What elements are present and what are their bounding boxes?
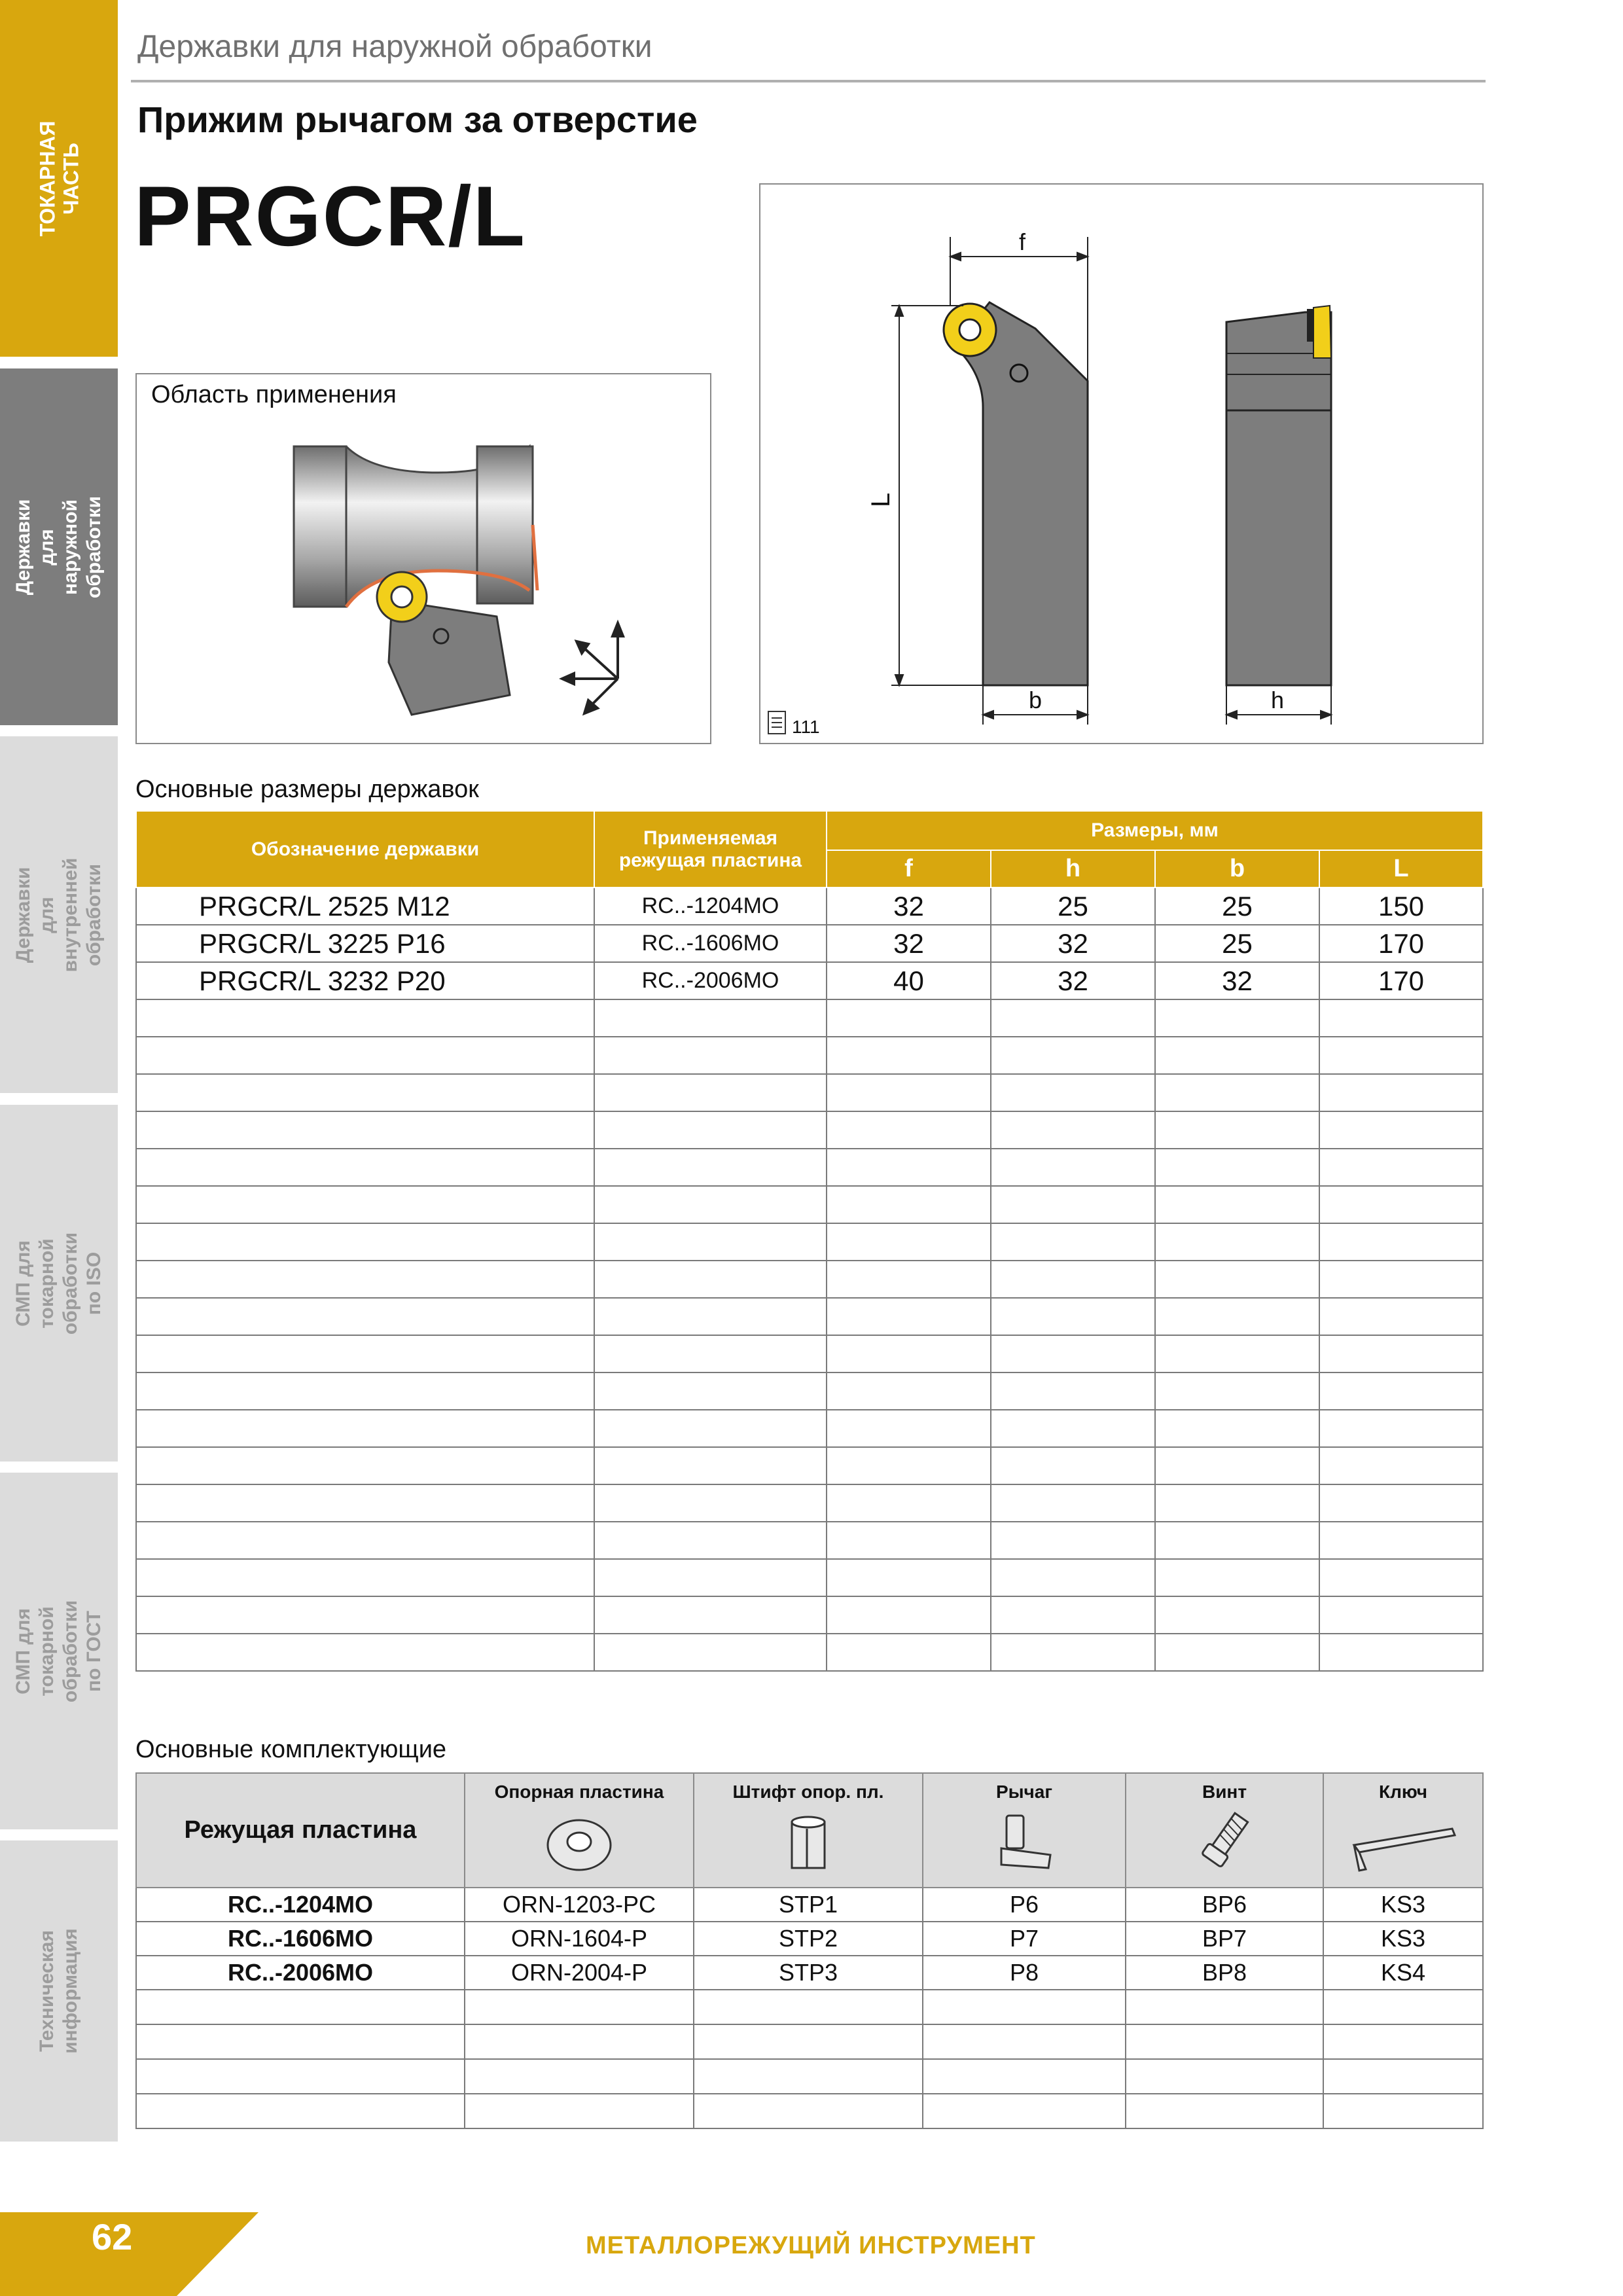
application-illustration	[137, 374, 710, 743]
page-subtitle: Прижим рычагом за отверстие	[137, 99, 698, 140]
table-cell-empty	[1323, 2059, 1483, 2094]
page-reference-icon	[768, 711, 785, 734]
insert-code: RC..-1204MO	[594, 888, 827, 925]
holder-name: PRGCR/L 3232 P20	[136, 962, 594, 999]
sidebar-tab-label: Державки для внутренней обработки	[12, 857, 105, 972]
table-cell-empty	[1155, 1596, 1319, 1634]
table-cell-empty	[136, 1335, 594, 1372]
table-row	[136, 1922, 1483, 1956]
table-cell-empty	[1155, 1149, 1319, 1186]
table-cell-empty	[1319, 1634, 1483, 1671]
table-cell-empty	[1155, 1037, 1319, 1074]
screw-code: BP7	[1126, 1922, 1323, 1956]
table-cell-empty	[827, 1149, 991, 1186]
table-cell-empty	[694, 2094, 923, 2128]
table-cell-empty	[1319, 1037, 1483, 1074]
pin-code: STP3	[694, 1956, 923, 1990]
table-cell-empty	[136, 1410, 594, 1447]
sidebar-tab-gost-inserts[interactable]	[0, 1473, 118, 1829]
table-cell-empty	[136, 1522, 594, 1559]
value-L: 170	[1319, 925, 1483, 962]
table-cell-empty	[594, 1149, 827, 1186]
col-header-pin	[694, 1773, 923, 1888]
table-cell-empty	[1319, 1522, 1483, 1559]
table-cell-empty	[991, 1111, 1155, 1149]
table-cell-empty	[991, 1149, 1155, 1186]
dim-label-b: b	[1029, 687, 1043, 713]
table-cell-empty	[1155, 1522, 1319, 1559]
table-cell-empty	[1319, 1447, 1483, 1484]
col-header-lever	[923, 1773, 1126, 1888]
table-cell-empty	[1155, 1559, 1319, 1596]
value-L: 170	[1319, 962, 1483, 999]
table-cell-empty	[1319, 1186, 1483, 1223]
table-cell-empty	[1323, 1990, 1483, 2024]
pin-code: STP1	[694, 1888, 923, 1922]
table-row	[136, 1888, 1483, 1922]
section-header: Державки для наружной обработки	[137, 29, 652, 64]
table-cell-empty	[594, 1186, 827, 1223]
value-b: 32	[1155, 962, 1319, 999]
table-cell-empty	[1126, 2059, 1323, 2094]
value-b: 25	[1155, 925, 1319, 962]
table-cell-empty	[1319, 1559, 1483, 1596]
value-h: 25	[991, 888, 1155, 925]
page-title: PRGCR/L	[134, 168, 526, 264]
holder-sizes-table	[135, 810, 1484, 1672]
table-cell-empty	[136, 1559, 594, 1596]
table-cell-empty	[694, 2024, 923, 2059]
sizes-section-title: Основные размеры державок	[135, 776, 479, 803]
table-row	[136, 888, 1483, 925]
table-row-empty	[136, 2059, 1483, 2094]
table-cell-empty	[827, 1261, 991, 1298]
table-cell-empty	[136, 1990, 465, 2024]
col-label: Рычаг	[995, 1782, 1053, 1802]
table-cell-empty	[991, 1634, 1155, 1671]
table-cell-empty	[136, 1186, 594, 1223]
page-reference[interactable]: 111	[792, 717, 820, 737]
table-cell-empty	[827, 1410, 991, 1447]
table-cell-empty	[465, 2059, 694, 2094]
table-cell-empty	[1319, 1596, 1483, 1634]
table-cell-empty	[694, 1990, 923, 2024]
table-cell-empty	[136, 1261, 594, 1298]
col-label: Опорная пластина	[494, 1782, 664, 1802]
sidebar-tab-label: Державки для наружной обработки	[12, 495, 105, 598]
components-table	[135, 1772, 1484, 2129]
sidebar-tab-label: СМП для токарной обработки по ГОСТ	[12, 1600, 105, 1702]
header-divider	[131, 80, 1486, 82]
table-cell-empty	[991, 1037, 1155, 1074]
table-cell-empty	[136, 1074, 594, 1111]
table-cell-empty	[594, 1559, 827, 1596]
table-cell-empty	[136, 1149, 594, 1186]
table-cell-empty	[991, 1298, 1155, 1335]
sidebar-tab-external-holders[interactable]	[0, 368, 118, 725]
table-row-empty	[136, 1298, 1483, 1335]
table-cell-empty	[827, 1335, 991, 1372]
col-header-designation: Обозначение державки	[136, 811, 594, 888]
support-plate-code: ORN-1203-PC	[465, 1888, 694, 1922]
table-cell-empty	[1319, 1484, 1483, 1522]
table-cell-empty	[136, 1111, 594, 1149]
application-area-title: Область применения	[151, 381, 397, 408]
table-cell-empty	[136, 2059, 465, 2094]
table-cell-empty	[991, 1522, 1155, 1559]
value-h: 32	[991, 925, 1155, 962]
sidebar-tab-iso-inserts[interactable]	[0, 1105, 118, 1462]
table-cell-empty	[827, 1484, 991, 1522]
table-cell-empty	[1319, 1111, 1483, 1149]
sidebar-tab-turning[interactable]	[0, 0, 118, 357]
lever-code: P6	[923, 1888, 1126, 1922]
insert-code: RC..-1204MO	[136, 1888, 465, 1922]
table-cell-empty	[1155, 1186, 1319, 1223]
table-cell-empty	[594, 1410, 827, 1447]
table-cell-empty	[1155, 1372, 1319, 1410]
pin-icon	[776, 1809, 841, 1874]
table-cell-empty	[594, 1335, 827, 1372]
table-cell-empty	[827, 1372, 991, 1410]
table-cell-empty	[991, 1074, 1155, 1111]
screw-code: BP6	[1126, 1888, 1323, 1922]
table-row-empty	[136, 1372, 1483, 1410]
table-row-empty	[136, 1410, 1483, 1447]
table-cell-empty	[136, 1447, 594, 1484]
table-cell-empty	[465, 2024, 694, 2059]
table-cell-empty	[923, 2024, 1126, 2059]
col-header-insert: Режущая пластина	[136, 1773, 465, 1888]
sidebar-tab-label: СМП для токарной обработки по ISO	[12, 1232, 105, 1335]
table-cell-empty	[827, 1559, 991, 1596]
table-cell-empty	[827, 1223, 991, 1261]
value-f: 32	[827, 888, 991, 925]
table-cell-empty	[1319, 1335, 1483, 1372]
table-row	[136, 1956, 1483, 1990]
key-code: KS3	[1323, 1888, 1483, 1922]
sidebar-tab-technical-info[interactable]	[0, 1840, 118, 2142]
table-cell-empty	[1319, 1074, 1483, 1111]
col-label: Штифт опор. пл.	[732, 1782, 884, 1802]
table-row-empty	[136, 1149, 1483, 1186]
col-header-key	[1323, 1773, 1483, 1888]
insert-code: RC..-2006MO	[594, 962, 827, 999]
table-cell-empty	[1155, 1410, 1319, 1447]
table-cell-empty	[594, 1298, 827, 1335]
sidebar-tab-internal-holders[interactable]	[0, 736, 118, 1093]
table-row-empty	[136, 1074, 1483, 1111]
insert-code: RC..-1606MO	[594, 925, 827, 962]
table-cell-empty	[136, 1298, 594, 1335]
lever-icon	[988, 1809, 1060, 1874]
table-cell-empty	[1319, 1149, 1483, 1186]
table-cell-empty	[136, 999, 594, 1037]
support-plate-code: ORN-1604-P	[465, 1922, 694, 1956]
insert-code: RC..-2006MO	[136, 1956, 465, 1990]
table-row-empty	[136, 1559, 1483, 1596]
value-h: 32	[991, 962, 1155, 999]
table-cell-empty	[991, 1447, 1155, 1484]
table-row-empty	[136, 1484, 1483, 1522]
table-cell-empty	[1155, 1111, 1319, 1149]
table-cell-empty	[923, 2059, 1126, 2094]
pin-code: STP2	[694, 1922, 923, 1956]
hex-key-icon	[1341, 1809, 1465, 1874]
page-number: 62	[92, 2216, 133, 2257]
table-cell-empty	[1323, 2094, 1483, 2128]
table-cell-empty	[694, 2059, 923, 2094]
table-row-empty	[136, 1037, 1483, 1074]
screw-code: BP8	[1126, 1956, 1323, 1990]
key-code: KS4	[1323, 1956, 1483, 1990]
table-cell-empty	[594, 1037, 827, 1074]
table-cell-empty	[827, 1037, 991, 1074]
table-cell-empty	[1323, 2024, 1483, 2059]
footer-brand: МЕТАЛЛОРЕЖУЩИЙ ИНСТРУМЕНТ	[586, 2232, 1036, 2259]
table-cell-empty	[991, 1559, 1155, 1596]
table-row-empty	[136, 2094, 1483, 2128]
holder-name: PRGCR/L 3225 P16	[136, 925, 594, 962]
sidebar-tab-label: Техническая информация	[36, 1928, 82, 2054]
table-cell-empty	[1319, 999, 1483, 1037]
col-header-screw	[1126, 1773, 1323, 1888]
table-row-empty	[136, 1634, 1483, 1671]
table-cell-empty	[827, 1522, 991, 1559]
table-cell-empty	[1319, 1372, 1483, 1410]
table-cell-empty	[827, 999, 991, 1037]
key-code: KS3	[1323, 1922, 1483, 1956]
table-row-empty	[136, 1223, 1483, 1261]
col-header-support-plate	[465, 1773, 694, 1888]
sidebar-tab-label: ТОКАРНАЯ ЧАСТЬ	[35, 120, 82, 236]
table-cell-empty	[136, 1372, 594, 1410]
table-cell-empty	[991, 1223, 1155, 1261]
table-cell-empty	[1126, 2024, 1323, 2059]
table-cell-empty	[991, 1372, 1155, 1410]
table-cell-empty	[594, 1596, 827, 1634]
table-cell-empty	[991, 1261, 1155, 1298]
table-cell-empty	[991, 1596, 1155, 1634]
table-cell-empty	[136, 1596, 594, 1634]
table-cell-empty	[827, 1186, 991, 1223]
table-cell-empty	[827, 1298, 991, 1335]
table-cell-empty	[1155, 1335, 1319, 1372]
table-cell-empty	[923, 1990, 1126, 2024]
table-cell-empty	[594, 1522, 827, 1559]
table-cell-empty	[991, 1410, 1155, 1447]
holder-drawing	[760, 185, 1482, 743]
table-cell-empty	[1319, 1298, 1483, 1335]
lever-code: P7	[923, 1922, 1126, 1956]
table-cell-empty	[827, 1596, 991, 1634]
table-cell-empty	[1126, 2094, 1323, 2128]
value-f: 32	[827, 925, 991, 962]
table-cell-empty	[1319, 1410, 1483, 1447]
table-cell-empty	[1319, 1261, 1483, 1298]
table-cell-empty	[594, 1074, 827, 1111]
table-cell-empty	[1155, 999, 1319, 1037]
table-cell-empty	[136, 2024, 465, 2059]
support-plate-icon	[540, 1809, 618, 1874]
table-cell-empty	[1155, 1484, 1319, 1522]
col-label: Ключ	[1379, 1782, 1427, 1802]
holder-name: PRGCR/L 2525 M12	[136, 888, 594, 925]
insert-code: RC..-1606MO	[136, 1922, 465, 1956]
value-L: 150	[1319, 888, 1483, 925]
technical-drawing-panel	[759, 183, 1484, 744]
table-cell-empty	[991, 1335, 1155, 1372]
table-cell-empty	[827, 1074, 991, 1111]
table-row-empty	[136, 2024, 1483, 2059]
table-row	[136, 925, 1483, 962]
table-cell-empty	[1126, 1990, 1323, 2024]
value-f: 40	[827, 962, 991, 999]
table-row-empty	[136, 1186, 1483, 1223]
table-cell-empty	[136, 1223, 594, 1261]
table-cell-empty	[594, 1634, 827, 1671]
table-cell-empty	[594, 1447, 827, 1484]
table-cell-empty	[136, 2094, 465, 2128]
col-header-b: b	[1155, 850, 1319, 888]
col-header-h: h	[991, 850, 1155, 888]
table-cell-empty	[594, 1223, 827, 1261]
support-plate-code: ORN-2004-P	[465, 1956, 694, 1990]
table-cell-empty	[1155, 1447, 1319, 1484]
table-cell-empty	[594, 1261, 827, 1298]
table-row	[136, 962, 1483, 999]
table-cell-empty	[827, 1111, 991, 1149]
application-area-panel	[135, 373, 711, 744]
col-header-L: L	[1319, 850, 1483, 888]
table-cell-empty	[1155, 1634, 1319, 1671]
table-cell-empty	[594, 1484, 827, 1522]
table-cell-empty	[465, 2094, 694, 2128]
table-cell-empty	[923, 2094, 1126, 2128]
table-cell-empty	[991, 1186, 1155, 1223]
value-b: 25	[1155, 888, 1319, 925]
col-label: Винт	[1202, 1782, 1247, 1802]
table-cell-empty	[136, 1634, 594, 1671]
lever-code: P8	[923, 1956, 1126, 1990]
components-section-title: Основные комплектующие	[135, 1736, 447, 1763]
table-cell-empty	[594, 999, 827, 1037]
table-cell-empty	[1155, 1298, 1319, 1335]
screw-icon	[1192, 1809, 1257, 1874]
table-row-empty	[136, 1335, 1483, 1372]
table-cell-empty	[991, 999, 1155, 1037]
table-cell-empty	[1155, 1223, 1319, 1261]
table-cell-empty	[1155, 1074, 1319, 1111]
dim-label-L: L	[866, 492, 895, 507]
table-cell-empty	[827, 1634, 991, 1671]
table-row-empty	[136, 1447, 1483, 1484]
table-cell-empty	[827, 1447, 991, 1484]
table-cell-empty	[991, 1484, 1155, 1522]
table-cell-empty	[594, 1372, 827, 1410]
table-cell-empty	[1155, 1261, 1319, 1298]
table-row-empty	[136, 999, 1483, 1037]
table-row-empty	[136, 1261, 1483, 1298]
table-cell-empty	[594, 1111, 827, 1149]
col-header-f: f	[827, 850, 991, 888]
table-cell-empty	[1319, 1223, 1483, 1261]
table-cell-empty	[136, 1037, 594, 1074]
table-row-empty	[136, 1111, 1483, 1149]
dim-label-f: f	[1019, 228, 1026, 255]
table-row-empty	[136, 1596, 1483, 1634]
table-cell-empty	[465, 1990, 694, 2024]
table-cell-empty	[136, 1484, 594, 1522]
dim-label-h: h	[1271, 687, 1285, 713]
table-row-empty	[136, 1522, 1483, 1559]
col-header-dimensions: Размеры, мм	[827, 811, 1483, 850]
col-header-insert: Применяемая режущая пластина	[594, 811, 827, 888]
table-row-empty	[136, 1990, 1483, 2024]
